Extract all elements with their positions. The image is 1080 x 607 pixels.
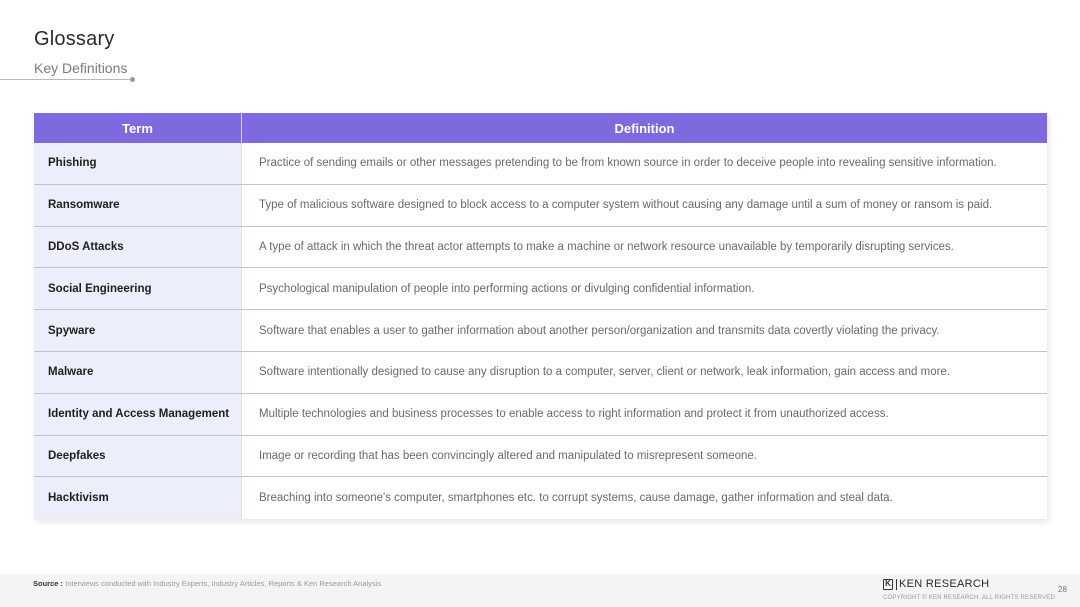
- definition-cell: A type of attack in which the threat actor attempts to make a machine or network resource unavailable by temporarily disrupting services.: [242, 227, 1047, 268]
- source-note: [33, 579, 381, 588]
- page-title: Glossary: [34, 28, 115, 50]
- definition-cell: Software intentionally designed to cause any disruption to a computer, server, client or network, leak information, gain access and more.: [242, 352, 1047, 393]
- term-cell: Social Engineering: [34, 268, 242, 309]
- definition-cell: Psychological manipulation of people into performing actions or divulging confidential information.: [242, 268, 1047, 309]
- table-row: [34, 394, 1047, 436]
- definition-cell: Practice of sending emails or other messages pretending to be from known source in order to deceive people into revealing sensitive information.: [242, 143, 1047, 184]
- term-cell: DDoS Attacks: [34, 227, 242, 268]
- definition-cell: Type of malicious software designed to block access to a computer system without causing any damage until a sum of money or ransom is paid.: [242, 185, 1047, 226]
- column-header-definition: Definition: [614, 120, 675, 136]
- definition-cell: Breaching into someone's computer, smartphones etc. to corrupt systems, cause damage, gather information and steal data.: [242, 477, 1047, 519]
- table-row: [34, 185, 1047, 227]
- brand-name: KEN RESEARCH: [899, 578, 990, 590]
- definition-cell: Multiple technologies and business processes to enable access to right information and protect it from unauthorized access.: [242, 394, 1047, 435]
- logo-separator: [896, 579, 897, 590]
- table-body: [34, 143, 1047, 519]
- table-row: [34, 227, 1047, 269]
- source-label: Source :: [33, 579, 64, 588]
- glossary-table: [34, 113, 1047, 519]
- table-row: [34, 436, 1047, 478]
- term-cell: Hacktivism: [34, 477, 242, 519]
- footer: [0, 574, 1080, 607]
- ken-research-logo-icon: K: [883, 579, 893, 590]
- table-row: [34, 143, 1047, 185]
- term-cell: Deepfakes: [34, 436, 242, 477]
- table-row: [34, 477, 1047, 519]
- term-cell: Identity and Access Management: [34, 394, 242, 435]
- table-row: [34, 310, 1047, 352]
- subtitle-divider-dot: [130, 77, 135, 82]
- page-subtitle: Key Definitions: [34, 60, 128, 76]
- page-number: 28: [1058, 585, 1067, 594]
- definition-cell: Software that enables a user to gather information about another person/organization and transmits data covertly violating the privacy.: [242, 310, 1047, 351]
- term-cell: Phishing: [34, 143, 242, 184]
- subtitle-divider: [0, 79, 133, 80]
- column-header-term: Term: [34, 113, 242, 143]
- term-cell: Ransomware: [34, 185, 242, 226]
- brand-logo: [883, 578, 989, 590]
- copyright-text: COPYRIGHT © KEN RESEARCH. ALL RIGHTS RESERVED: [883, 595, 1056, 601]
- term-cell: Spyware: [34, 310, 242, 351]
- source-text: Interviews conducted with Industry Experts, Industry Articles, Reports & Ken Research Analysis: [65, 579, 382, 588]
- table-row: [34, 352, 1047, 394]
- table-header: [34, 113, 1047, 143]
- table-row: [34, 268, 1047, 310]
- term-cell: Malware: [34, 352, 242, 393]
- definition-cell: Image or recording that has been convincingly altered and manipulated to misrepresent someone.: [242, 436, 1047, 477]
